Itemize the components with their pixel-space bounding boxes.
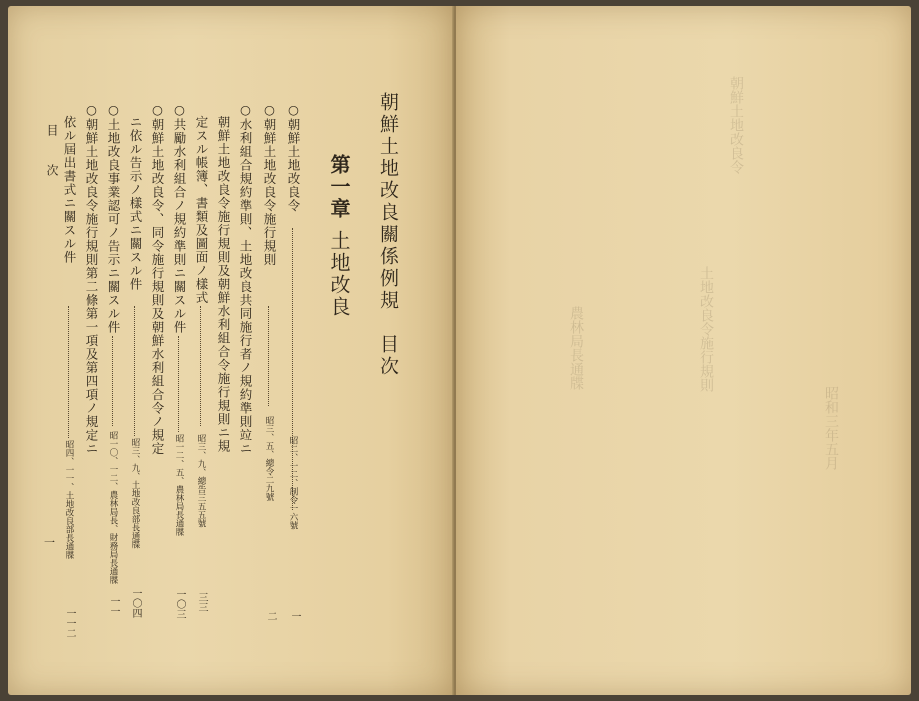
toc-entry-reference: 昭三、九、總告三五五號	[196, 434, 206, 528]
leader-dots	[268, 306, 270, 406]
toc-entry: 依ル屆出書式ニ關スル件	[62, 102, 77, 264]
running-head: 目 次	[45, 124, 59, 184]
toc-entry: ニ依ル告示ノ樣式ニ關スル件	[128, 102, 143, 291]
leader-dots	[68, 306, 70, 438]
book-title: 朝鮮土地改良關係例規 目次	[377, 92, 399, 378]
toc-entry-page: 一一二	[64, 608, 75, 638]
toc-entry: ○土地改良事業認可ノ告示ニ關スル件	[106, 102, 121, 334]
bleed-through-text: 土地改良令施行規則	[698, 266, 714, 392]
toc-entry-reference: 昭三、九、土地改良部長通牒	[130, 438, 140, 549]
chapter-name: 土地改良	[327, 230, 351, 318]
toc-entry-page: 三三	[196, 592, 207, 612]
bleed-through-text: 朝鮮土地改良令	[728, 76, 744, 174]
toc-entry: 朝鮮土地改良令施行規則及朝鮮水利組合令施行規則ニ規	[216, 102, 231, 453]
toc-entry: ○水利組合規約準則、土地改良共同施行者ノ規約準則竝ニ	[238, 102, 253, 456]
toc-entry-reference: 昭一〇、一二、農林局長、財務局長通牒	[108, 431, 118, 584]
toc-entry-reference: 昭二、一二、制令一六號	[288, 436, 298, 530]
bleed-through-text: 昭和三年五月	[823, 386, 839, 470]
toc-entry: ○朝鮮土地改良令施行規則第二條第一項及第四項ノ規定ニ	[84, 102, 99, 456]
chapter-number: 第一章	[327, 154, 351, 220]
toc-entry-page: 一	[289, 611, 300, 621]
toc-entry: ○朝鮮土地改良令	[286, 102, 301, 213]
toc-entry: ○朝鮮土地改良令、同令施行規則及朝鮮水利組合令ノ規定	[150, 102, 165, 456]
chapter-heading	[325, 154, 354, 318]
toc-entry-reference: 昭四、一一、土地改良部長通牒	[64, 440, 74, 559]
toc-entry: 定スル帳簿、書類及圖面ノ樣式	[194, 102, 209, 305]
page-folio: 一	[44, 536, 55, 549]
toc-entry-page: 二	[265, 611, 276, 621]
toc-entry-page: 一一	[108, 596, 119, 616]
toc-entry: ○朝鮮土地改良令施行規則	[262, 102, 277, 267]
leader-dots	[200, 306, 202, 426]
toc-entry: ○共勵水利組合ノ規約準則ニ關スル件	[172, 102, 187, 334]
toc-entry-page: 一〇三	[174, 589, 185, 619]
bleed-through-text: 農林局長通牒	[568, 306, 584, 390]
right-page	[456, 6, 911, 695]
toc-entry-reference: 昭一二、五、農林局長通牒	[174, 434, 184, 536]
leader-dots	[112, 336, 114, 426]
toc-entry-page: 一〇四	[130, 588, 141, 618]
leader-dots	[178, 336, 180, 432]
left-page	[8, 6, 454, 695]
toc-entry-reference: 昭三、五、總令二九號	[264, 416, 274, 501]
leader-dots	[134, 306, 136, 436]
